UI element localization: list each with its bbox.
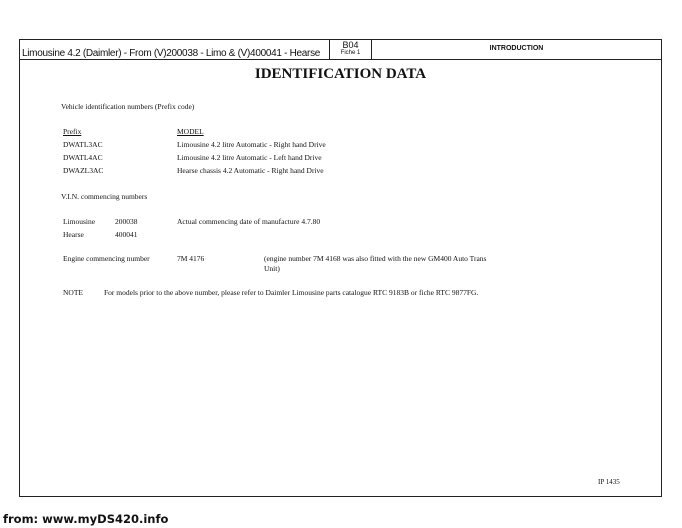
prefix-cell: DWATL3AC [63, 140, 103, 149]
note-text: For models prior to the above number, please refer to Daimler Limousine parts catalogue RTC 9183B or fiche RTC 9877FG. [104, 288, 479, 297]
prefix-cell: DWAZL3AC [63, 166, 104, 175]
model-cell: Limousine 4.2 litre Automatic - Right hand Drive [177, 140, 326, 149]
vin-label: Hearse [63, 230, 84, 239]
engine-number: 7M 4176 [177, 254, 205, 263]
model-cell: Limousine 4.2 litre Automatic - Left hand Drive [177, 153, 322, 162]
model-column-header: MODEL [177, 127, 204, 136]
fiche-number: Fiche 1 [340, 50, 361, 56]
vin-label: Limousine [63, 217, 96, 226]
section-name: INTRODUCTION [489, 45, 544, 52]
vehicle-title-cell [20, 40, 330, 59]
fiche-code [330, 40, 372, 59]
vin-number: 200038 [115, 217, 138, 226]
model-cell: Hearse chassis 4.2 Automatic - Right hand Drive [177, 166, 324, 175]
section-code: B04 [342, 40, 359, 50]
plate-reference: IP 1435 [598, 478, 620, 486]
source-footer: from: www.myDS420.info [3, 512, 169, 526]
vin-heading: Vehicle identification numbers (Prefix code) [61, 102, 195, 111]
prefix-column-header: Prefix [63, 127, 82, 136]
engine-label: Engine commencing number [63, 254, 150, 263]
prefix-cell: DWATL4AC [63, 153, 103, 162]
engine-note-line2: Unit) [264, 264, 280, 273]
engine-note-line1: (engine number 7M 4168 was also fitted with the new GM400 Auto Trans [264, 254, 487, 263]
vin-commencing-heading: V.I.N. commencing numbers [61, 192, 148, 201]
vin-number: 400041 [115, 230, 138, 239]
header-bar [20, 40, 661, 60]
note-label: NOTE [63, 288, 83, 297]
vehicle-title: Limousine 4.2 (Daimler) - From (V)200038 - Limo & (V)400041 - Hearse [22, 48, 321, 59]
vin-note: Actual commencing date of manufacture 4.7.80 [177, 217, 321, 226]
page-title: IDENTIFICATION DATA [254, 66, 427, 82]
